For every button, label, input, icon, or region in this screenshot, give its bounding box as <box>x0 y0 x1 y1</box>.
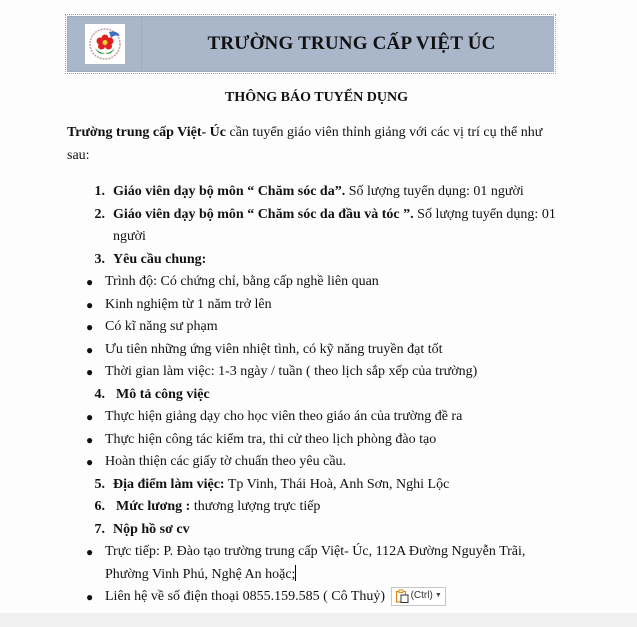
bottom-strip <box>0 613 637 627</box>
list-item: 1. Giáo viên dạy bộ môn “ Chăm sóc da”. Số lượng tuyển dụng: 01 người <box>94 184 524 199</box>
bullet-item: ● Có kĩ năng sư phạm <box>67 316 567 339</box>
bullet-icon: ● <box>86 432 94 447</box>
document-body[interactable] <box>67 122 567 609</box>
list-item: 7. Nộp hồ sơ cv <box>94 521 190 537</box>
bullet-item: ● Hoàn thiện các giấy tờ chuẩn theo yêu cầu. <box>67 451 567 474</box>
list-item: 2. Giáo viên dạy bộ môn “ Chăm sóc da đầu và tóc ”. Số lượng tuyển dụng: 01 người <box>94 206 556 244</box>
bullet-icon: ● <box>86 455 94 469</box>
bullet-icon: ● <box>86 342 94 357</box>
bullet-item: ● Ưu tiên những ứng viên nhiệt tình, có kỹ năng truyền đạt tốt <box>67 339 567 362</box>
list-item: 6. Mức lương : thương lượng trực tiếp <box>94 499 321 514</box>
header-table <box>67 16 554 72</box>
bullet-item: ● Trình độ: Có chứng chỉ, bằng cấp nghề liên quan <box>67 271 567 294</box>
bullet-item: ● Thời gian làm việc: 1-3 ngày / tuần ( theo lịch sắp xếp của trường) <box>67 361 567 384</box>
bullet-icon: ● <box>86 320 94 334</box>
logo-cell <box>68 17 142 71</box>
bullet-item: ● Trực tiếp: P. Đào tạo trường trung cấp Việt- Úc, 112A Đường Nguyễn Trãi, Phường Vinh Phú, Nghệ An hoặc; <box>67 541 567 586</box>
bullet-item: ● Thực hiện giảng dạy cho học viên theo giáo án của trường đề ra <box>67 406 567 429</box>
text-cursor <box>295 565 296 581</box>
bullet-item: ● Kinh nghiệm từ 1 năm trở lên <box>67 294 567 317</box>
chevron-down-icon: ▼ <box>434 591 442 599</box>
clipboard-paste-icon <box>395 589 409 603</box>
bullet-icon: ● <box>86 275 94 289</box>
bullet-item: ● Thực hiện công tác kiểm tra, thi cử theo lịch phòng đào tạo <box>67 429 567 452</box>
school-logo-flower-icon <box>85 24 125 64</box>
bullet-icon: ● <box>86 410 94 424</box>
paste-options-button[interactable]: (Ctrl) ▼ <box>391 587 446 606</box>
bullet-icon: ● <box>86 590 94 604</box>
bullet-icon: ● <box>86 365 94 379</box>
list-item: 5. Địa điểm làm việc: Tp Vinh, Thái Hoà, Anh Sơn, Nghi Lộc <box>94 476 450 492</box>
list-item: 3. Yêu cầu chung: <box>94 251 207 267</box>
bullet-icon: ● <box>86 545 94 559</box>
school-name-heading: TRƯỜNG TRUNG CẤP VIỆT ÚC <box>207 33 496 54</box>
list-item: 4. Mô tả công việc <box>94 386 210 402</box>
recruitment-list <box>67 181 567 609</box>
notice-title: THÔNG BÁO TUYỂN DỤNG <box>225 90 408 105</box>
intro-paragraph: Trường trung cấp Việt- Úc cần tuyển giáo viên thỉnh giảng với các vị trí cụ thể như sau: <box>67 125 543 163</box>
bullet-item: ● Liên hệ về số điện thoại 0855.159.585 ( Cô Thuỷ) (Ctrl) ▼ <box>67 586 567 609</box>
bullet-icon: ● <box>86 297 94 312</box>
